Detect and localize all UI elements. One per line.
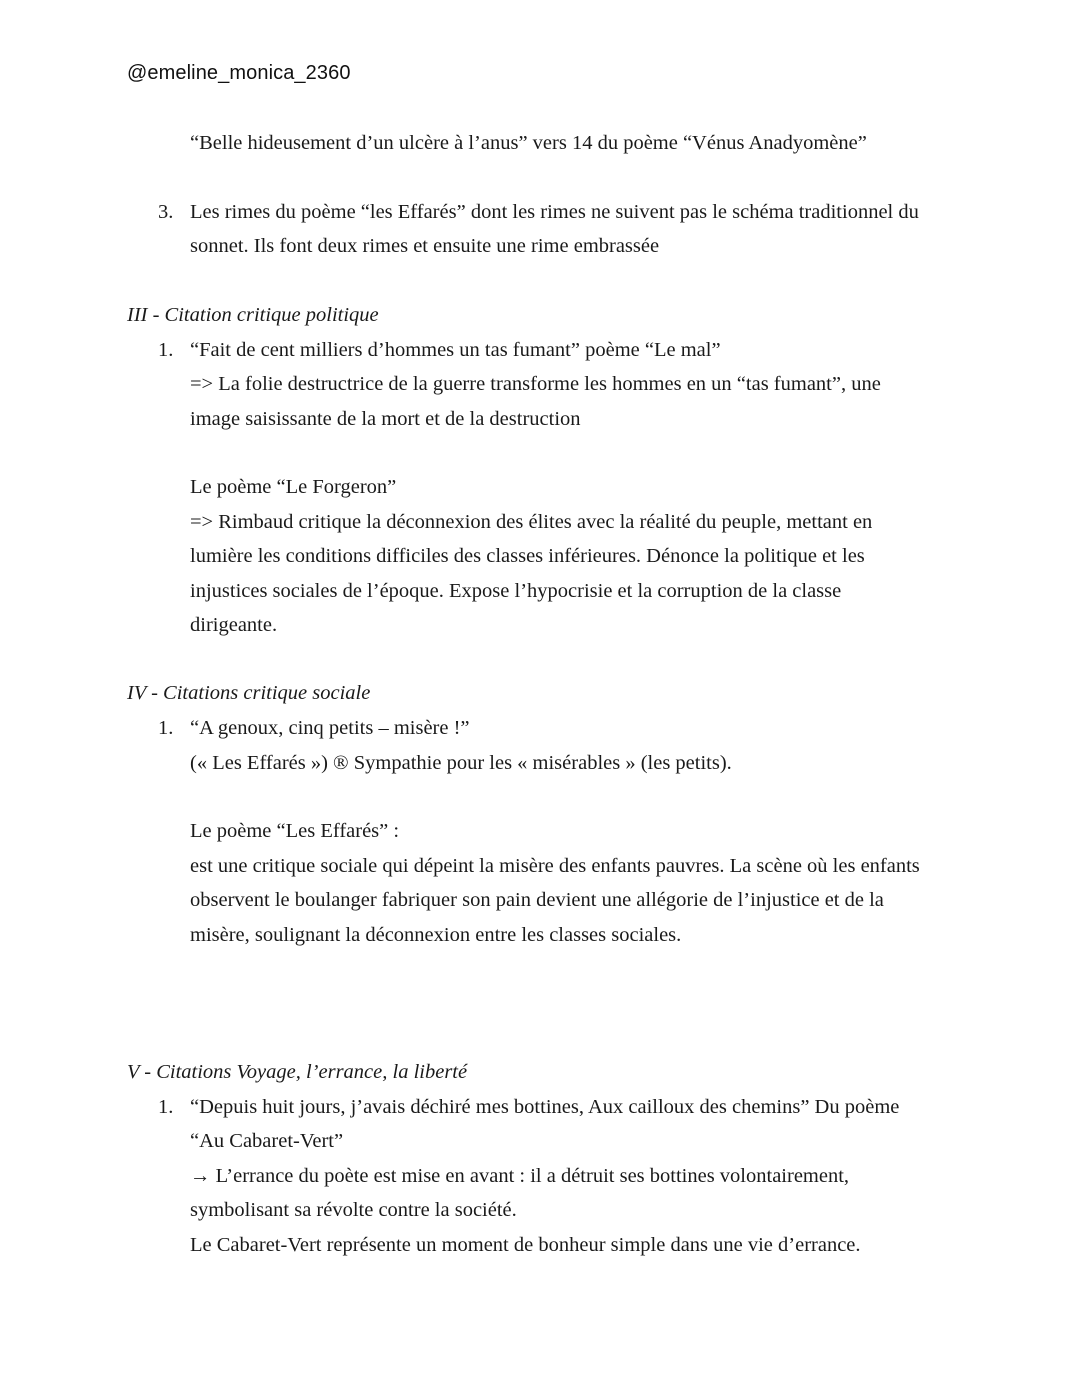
section-4-item-1-line-1: “A genoux, cinq petits – misère !” [190,717,470,739]
effares-line-3: observent le boulanger fabriquer son pain devient une allégorie de l’injustice et de la [190,889,884,911]
section-3-heading: III - Citation critique politique [127,304,379,326]
top-quote: “Belle hideusement d’un ulcère à l’anus” vers 14 du poème “Vénus Anadyomène” [190,132,867,154]
item-3-number: 3. [158,201,174,223]
section-5-item-1-line-5: Le Cabaret-Vert représente un moment de bonheur simple dans une vie d’errance. [190,1234,861,1256]
forgeron-line-5: dirigeante. [190,614,278,636]
effares-line-2: est une critique sociale qui dépeint la misère des enfants pauvres. La scène où les enfants [190,855,920,877]
section-3-item-1-line-1: “Fait de cent milliers d’hommes un tas fumant” poème “Le mal” [190,339,721,361]
section-5-heading: V - Citations Voyage, l’errance, la liberté [127,1061,468,1083]
section-5-item-1-line-2: “Au Cabaret-Vert” [190,1130,344,1152]
section-4-item-1-number: 1. [158,717,174,739]
section-5-item-1-line-4: symbolisant sa révolte contre la société. [190,1199,517,1221]
forgeron-line-4: injustices sociales de l’époque. Expose l’hypocrisie et la corruption de la classe [190,580,842,602]
effares-line-4: misère, soulignant la déconnexion entre les classes sociales. [190,924,682,946]
section-5-item-1-line-1: “Depuis huit jours, j’avais déchiré mes bottines, Aux cailloux des chemins” Du poème [190,1096,900,1118]
section-3-item-1-line-3: image saisissante de la mort et de la destruction [190,408,581,430]
section-5-item-1-line-3: → L’errance du poète est mise en avant : il a détruit ses bottines volontairement, [190,1165,850,1187]
forgeron-line-1: Le poème “Le Forgeron” [190,476,397,498]
section-4-heading: IV - Citations critique sociale [127,682,371,704]
forgeron-line-3: lumière les conditions difficiles des classes inférieures. Dénonce la politique et les [190,545,865,567]
section-4-item-1-line-2: (« Les Effarés ») ® Sympathie pour les « misérables » (les petits). [190,752,732,774]
author-watermark: @emeline_monica_2360 [127,62,351,84]
effares-line-1: Le poème “Les Effarés” : [190,820,400,842]
section-5-item-1-number: 1. [158,1096,174,1118]
item-3-line-1: Les rimes du poème “les Effarés” dont les rimes ne suivent pas le schéma traditionnel du [190,201,919,223]
forgeron-line-2: => Rimbaud critique la déconnexion des élites avec la réalité du peuple, mettant en [190,511,873,533]
item-3-line-2: sonnet. Ils font deux rimes et ensuite une rime embrassée [190,235,660,257]
section-3-item-1-number: 1. [158,339,174,361]
section-3-item-1-line-2: => La folie destructrice de la guerre transforme les hommes en un “tas fumant”, une [190,373,881,395]
